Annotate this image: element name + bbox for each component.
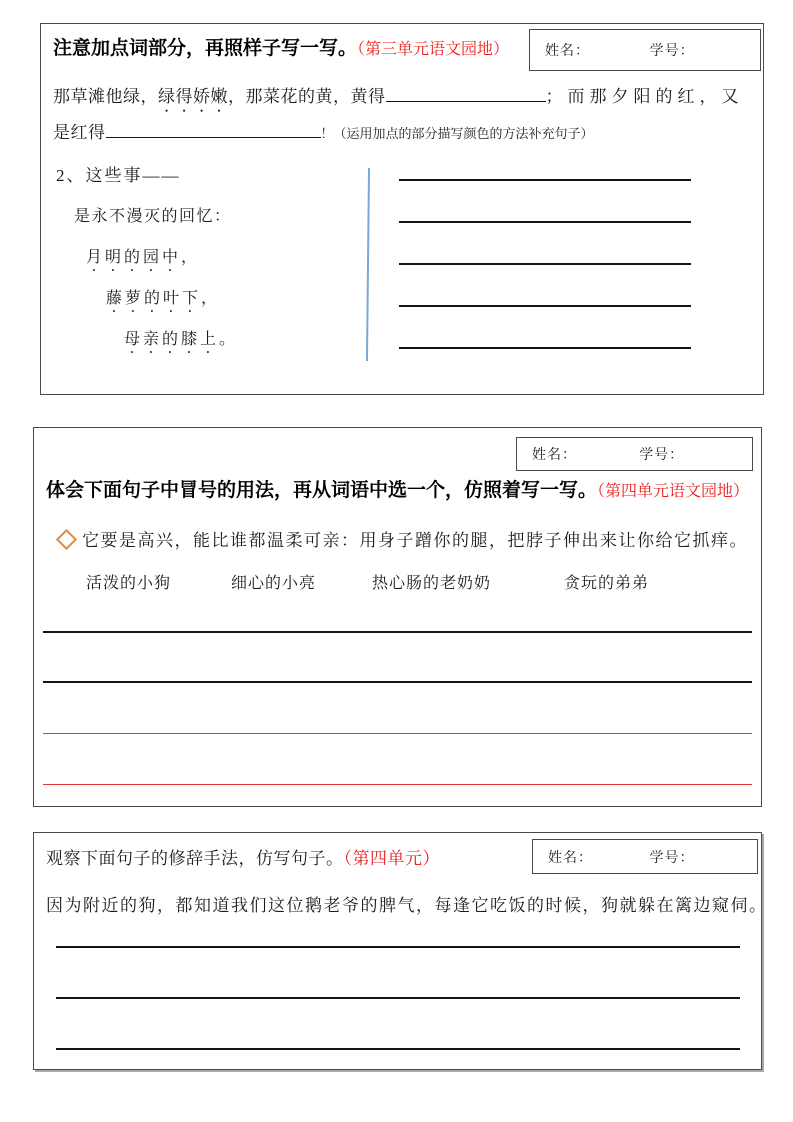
- poem-title: 2、这些事——: [56, 166, 181, 185]
- section2-unit-tag: （第四单元语文园地）: [597, 483, 750, 500]
- section2-name-box: [516, 437, 753, 471]
- student-id-label: 学号：: [649, 850, 695, 866]
- sentence1-emphasized: 绿得娇嫩: [158, 87, 228, 106]
- answer-line: [43, 631, 752, 633]
- sentence2-pre: 是红得: [53, 123, 106, 142]
- answer-line: [399, 179, 691, 181]
- name-label: 姓名：: [545, 44, 590, 59]
- answer-line: [399, 347, 691, 349]
- poem-line-3: [106, 287, 220, 316]
- section2-box: [33, 427, 762, 807]
- section2-example: [59, 528, 748, 554]
- answer-line: [399, 221, 691, 223]
- section3-unit-tag: （第四单元）: [343, 849, 440, 868]
- word-option-4: 贪玩的弟弟: [564, 575, 650, 592]
- section3-title: [46, 846, 440, 872]
- answer-line: [56, 946, 740, 948]
- section3-box: [33, 832, 768, 1070]
- section1-unit-tag: （第三单元语文园地）: [357, 41, 510, 58]
- section2-example-text: 它要是高兴，能比谁都温柔可亲：用身子蹭你的腿，把脖子伸出来让你给它抓痒。: [82, 531, 748, 550]
- poem-line-4-emphasized: 母亲的膝上: [124, 331, 220, 348]
- section1-sentence2: [53, 120, 594, 147]
- word-option-2: 细心的小亮: [231, 575, 317, 592]
- answer-line: [399, 263, 691, 265]
- section2-title: [46, 478, 749, 505]
- sentence1-post: ；而那夕阳的红，又: [545, 87, 744, 106]
- blue-divider-line: [366, 168, 370, 361]
- section1-name-box: [529, 29, 761, 71]
- word-option-3: 热心肠的老奶奶: [372, 575, 492, 592]
- word-option-1: 活泼的小狗: [86, 575, 172, 592]
- blank-underline: [386, 84, 546, 102]
- section3-name-box: [532, 839, 758, 874]
- sentence1-mid: ，那菜花的黄，黄得: [228, 87, 386, 106]
- section1-title-text: 注意加点词部分，再照样子写一写。: [53, 38, 358, 59]
- student-id-label: 学号：: [639, 448, 685, 463]
- poem-line-4-punct: 。: [219, 331, 239, 348]
- answer-line: [43, 681, 752, 683]
- sentence2-note: ！（运用加点的部分描写颜色的方法补充句子）: [320, 126, 594, 141]
- diamond-icon: [56, 529, 77, 550]
- name-label: 姓名：: [548, 850, 593, 866]
- poem-line-2-emphasized: 月明的园中: [86, 249, 182, 266]
- name-label: 姓名：: [532, 448, 577, 463]
- poem-line-2: [86, 246, 200, 275]
- section3-example: 因为附近的狗，都知道我们这位鹅老爷的脾气，每逢它吃饭的时候，狗就躲在篱边窥伺。: [46, 896, 768, 915]
- section2-title-text: 体会下面句子中冒号的用法，再从词语中选一个，仿照着写一写。: [46, 480, 598, 501]
- poem-line-2-punct: ，: [181, 249, 201, 266]
- word-choice-list: [34, 570, 761, 594]
- student-id-label: 学号：: [649, 44, 695, 59]
- answer-line: [56, 997, 740, 999]
- section3-title-text: 观察下面句子的修辞手法，仿写句子。: [46, 849, 344, 868]
- section1-sentence1: [53, 84, 744, 116]
- answer-line-red: [43, 784, 752, 785]
- answer-line: [56, 1048, 740, 1050]
- poem-line-3-punct: ，: [201, 290, 221, 307]
- section1-box: [40, 23, 764, 395]
- poem-line-4: [124, 328, 238, 357]
- answer-line-red: [43, 733, 752, 734]
- poem-line-1: 是永不漫灭的回忆：: [74, 208, 232, 225]
- sentence1-pre: 那草滩他绿，: [53, 87, 158, 106]
- poem-line-3-emphasized: 藤萝的叶下: [106, 290, 202, 307]
- answer-line: [399, 305, 691, 307]
- blank-underline: [106, 120, 321, 138]
- section1-title: [53, 36, 509, 63]
